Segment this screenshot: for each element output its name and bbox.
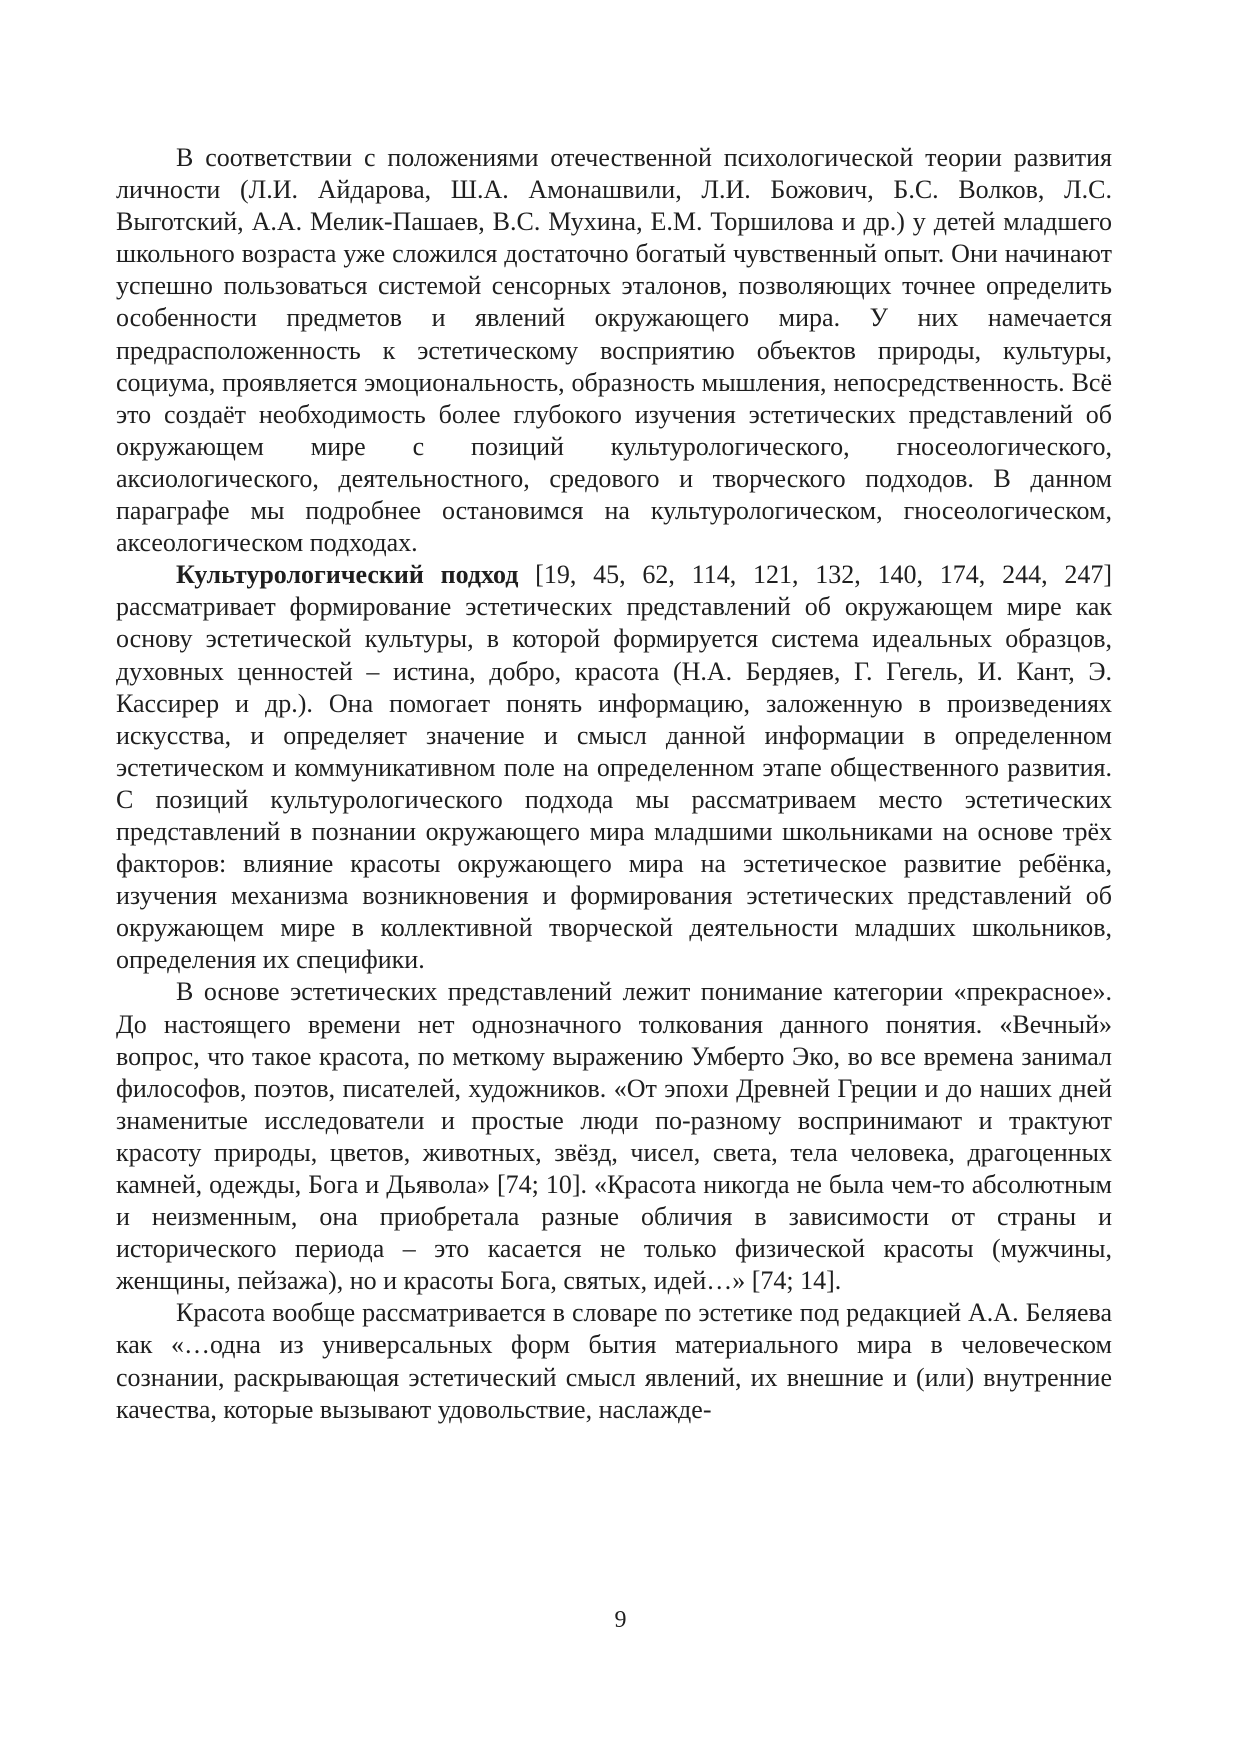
paragraph-2-lead-term: Культурологический подход	[176, 560, 519, 590]
paragraph-1-text: В соответствии с положениями отечественной психологической теории развития личности (Л.И. Айдарова, Ш.А. Амонашвили, Л.И. Божович, Б.С. Волков, Л.С. Выготский, А.А. Мелик-Пашаев, В.С. Мухина, Е.М. Торшилова и др.) у детей младшего школьного возраста уже сложился достаточно богатый чувственный опыт. Они начинают успешно пользоваться системой сенсорных эталонов, позволяющих точнее определить особенности предметов и явлений окружающего мира. У них намечается предрасположенность к эстетическому восприятию объектов природы, культуры, социума, проявляется эмоциональность, образность мышления, непосредственность. Всё это создаёт необходимость более глубокого изучения эстетических представлений об окружающем мире с позиций культурологического, гносеологического, аксиологического, деятельностного, средового и творческого подходов. В данном параграфе мы подробнее остановимся на культурологическом, гносеологическом, аксеологическом подходах.	[116, 143, 1112, 558]
page-number: 9	[614, 1607, 627, 1633]
paragraph-2-text: [19, 45, 62, 114, 121, 132, 140, 174, 244, 247] рассматривает формирование эстетических представлений об окружающем мире как основу эстетической культуры, в которой формируется система идеальных образцов, духовных ценностей – истина, добро, красота (Н.А. Бердяев, Г. Гегель, И. Кант, Э. Кассирер и др.). Она помогает понять информацию, заложенную в произведениях искусства, и определяет значение и смысл данной информации в определенном эстетическом и коммуникативном поле на определенном этапе общественного развития. С позиций культурологического подхода мы рассматриваем место эстетических представлений в познании окружающего мира младшими школьниками на основе трёх факторов: влияние красоты окружающего мира на эстетическое развитие ребёнка, изучения механизма возникновения и формирования эстетических представлений об окружающем мире в коллективной творческой деятельности младших школьников, определения их специфики.	[116, 560, 1112, 975]
paragraph-2	[116, 559, 1112, 976]
paragraph-4-text: Красота вообще рассматривается в словаре по эстетике под редакцией А.А. Беляева как «…одна из универсальных форм бытия материального мира в человеческом сознании, раскрывающая эстетический смысл явлений, их внешние и (или) внутренние качества, которые вызывают удовольствие, наслажде-	[116, 1298, 1112, 1424]
paragraph-3	[116, 976, 1112, 1297]
paragraph-4	[116, 1297, 1112, 1425]
body-text	[116, 142, 1112, 1426]
paragraph-1	[116, 142, 1112, 559]
paragraph-3-text: В основе эстетических представлений лежит понимание категории «прекрасное». До настоящего времени нет однозначного толкования данного понятия. «Вечный» вопрос, что такое красота, по меткому выражению Умберто Эко, во все времена занимал философов, поэтов, писателей, художников. «От эпохи Древней Греции и до наших дней знаменитые исследователи и простые люди по-разному воспринимают и трактуют красоту природы, цветов, животных, звёзд, чисел, света, тела человека, драгоценных камней, одежды, Бога и Дьявола» [74; 10]. «Красота никогда не была чем-то абсолютным и неизменным, она приобретала разные обличия в зависимости от страны и исторического периода – это касается не только физической красоты (мужчины, женщины, пейзажа), но и красоты Бога, святых, идей…» [74; 14].	[116, 977, 1112, 1296]
